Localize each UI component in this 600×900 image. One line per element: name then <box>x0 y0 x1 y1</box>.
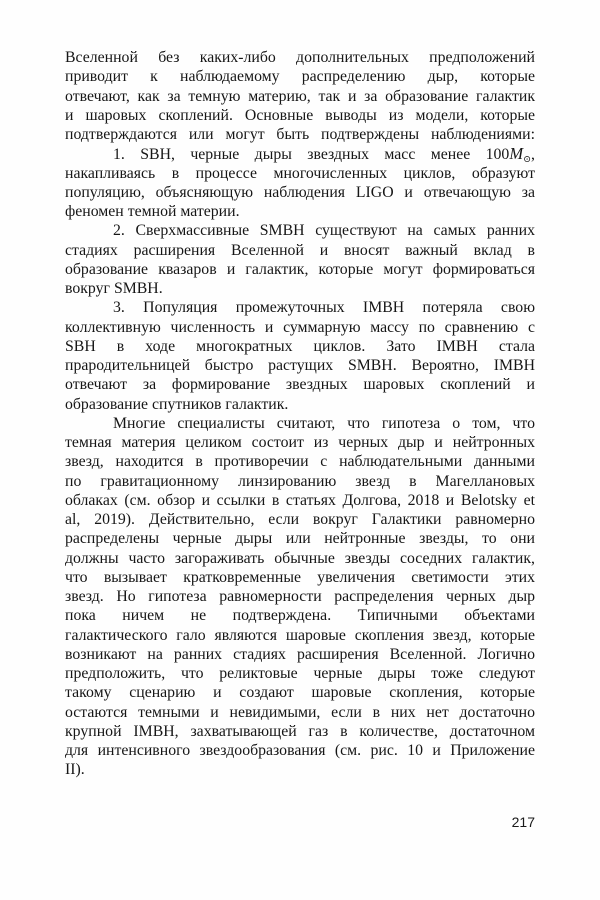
text-line: пока ничем не подтверждена. Типичными объектами <box>65 607 535 625</box>
text-line: 2. Сверхмассивные SMBH существуют на самых ранних <box>113 222 535 240</box>
text-line: такому сценарию и создают шаровые скопления, которые <box>65 684 535 702</box>
text-line: 3. Популяция промежуточных IMBH потеряла свою <box>113 299 535 317</box>
page-number: 217 <box>511 814 535 830</box>
text-line: распределены черные дыры или нейтронные звезды, то они <box>65 530 535 548</box>
text-line: предположить, что реликтовые черные дыры тоже следуют <box>65 665 535 682</box>
text-line <box>65 144 535 166</box>
text-line: феномен темной материи. <box>65 203 240 220</box>
text-line: Вселенной без каких-либо дополнительных предположений <box>65 49 535 66</box>
text-line: и шаровых скоплений. Основные выводы из модели, которые <box>65 106 535 124</box>
paragraph-item-2 <box>65 221 535 298</box>
paragraph-continuation <box>65 48 535 144</box>
text-line: Многие специалисты считают, что гипотеза о том, что <box>113 414 535 432</box>
text-line: II). <box>65 761 85 779</box>
text-line: вокруг SMBH. <box>65 280 163 297</box>
text-line: по гравитационному линзированию звезд в Магеллановых <box>65 472 535 490</box>
sun-symbol-icon: ⊙ <box>523 154 532 166</box>
text-line: звезд, находится в противоречии с наблюдательными данными <box>65 453 535 471</box>
text-line: отвечают, как за темную материю, так и за образование галактик <box>65 87 535 105</box>
text-line: стадиях расширения Вселенной и вносят важный вклад в <box>65 241 535 259</box>
text-line: остаются темными и невидимыми, если в них нет достаточно <box>65 703 535 721</box>
text-line: образование квазаров и галактик, которые могут формироваться <box>65 260 535 278</box>
math-symbol: M <box>509 144 524 164</box>
text-line: темная материя целиком состоит из черных дыр и нейтронных <box>65 434 535 451</box>
paragraph <box>65 414 535 780</box>
text-line: возникают на ранних стадиях расширения Вселенной. Логично <box>65 645 535 663</box>
math-expression <box>485 144 532 166</box>
body-text <box>65 48 535 780</box>
text-line: звезд. Но гипотеза равномерности распределения черных дыр <box>65 588 535 605</box>
text-line: подтверждаются или могут быть подтверждены наблюдениями: <box>65 126 535 143</box>
paragraph-item-1 <box>65 144 535 221</box>
text-line: al, 2019). Действительно, если вокруг Галактики равномерно <box>65 511 535 528</box>
text-line: накапливаясь в процессе многочисленных циклов, образуют <box>65 164 535 182</box>
text-line: образование спутников галактик. <box>65 395 289 413</box>
text-line: прародительницей быстро растущих SMBH. Вероятно, IMBH <box>65 357 535 374</box>
text-line-part: 1. SBH, черные дыры звездных масс менее <box>113 146 486 164</box>
text-line: галактического гало являются шаровые скопления звезд, которые <box>65 626 535 644</box>
text-line: для интенсивного звездообразования (см. рис. 10 и Приложение <box>65 742 535 759</box>
text-line: что вызывает кратковременные увеличения светимости этих <box>65 568 535 586</box>
text-line-part: , <box>531 146 535 164</box>
text-line: облаках (см. обзор и ссылки в статьях Долгова, 2018 и Belotsky et <box>65 491 535 509</box>
text-line: крупной IMBH, захватывающей газ в количестве, достаточном <box>65 722 535 740</box>
text-line: должны часто загораживать обычные звезды соседних галактик, <box>65 549 535 567</box>
text-line: отвечают за формирование звездных шаровых скоплений и <box>65 376 535 394</box>
text-line: популяцию, объясняющую наблюдения LIGO и отвечающую за <box>65 183 535 201</box>
paragraph-item-3 <box>65 298 535 414</box>
text-line: приводит к наблюдаемому распределению дыр, которые <box>65 68 535 86</box>
text-line: SBH в ходе многократных циклов. Зато IMBH стала <box>65 337 535 355</box>
math-number: 100 <box>485 146 510 164</box>
text-line: коллективную численность и суммарную массу по сравнению с <box>65 318 535 336</box>
